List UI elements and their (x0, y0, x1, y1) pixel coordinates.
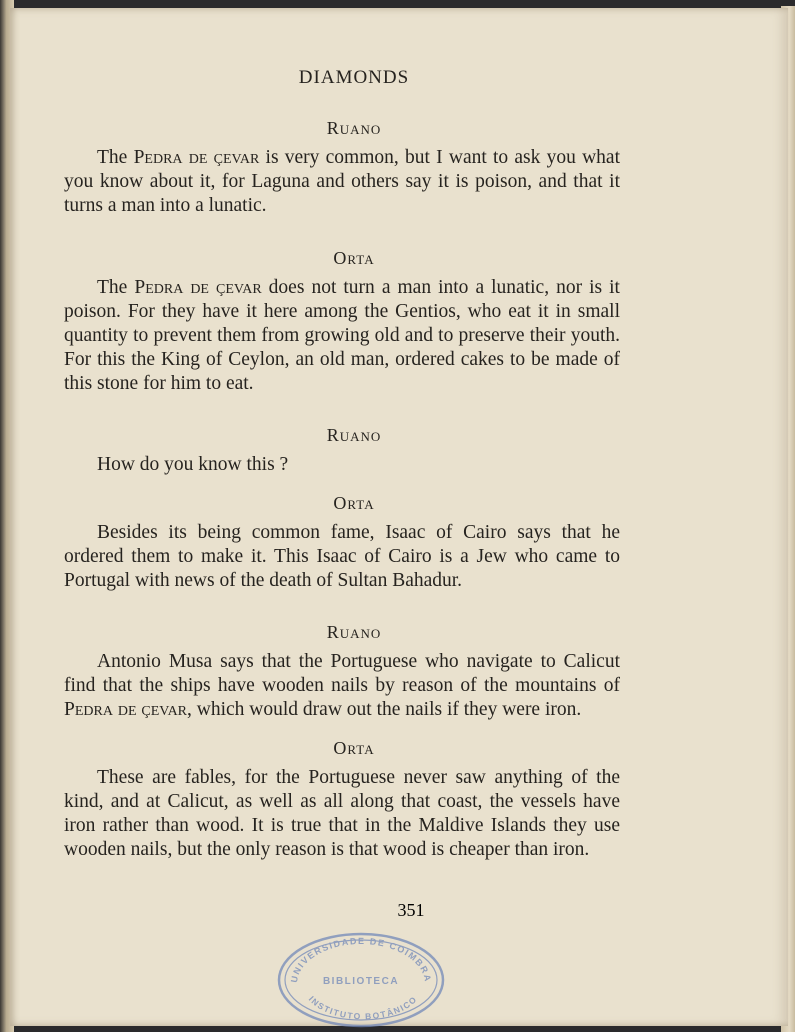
stamp-center-text: BIBLIOTECA (322, 976, 400, 987)
stamp-bottom-text: INSTITUTO BOTÂNICO (306, 993, 420, 1022)
stamp-top-text: UNIVERSIDADE DE COIMBRA (288, 935, 434, 984)
dialogue-paragraph: Besides its being common fame, Isaac of Cairo says that he ordered them to make it. This Isaac of Cairo is a Jew who came to Portugal with news of the death of Sultan Bahadur. (64, 522, 620, 591)
speaker-label: Orta (333, 493, 375, 513)
page-text (64, 66, 620, 862)
page-number: 351 (397, 900, 425, 920)
book-page (10, 8, 788, 1026)
term-pedra-de-cevar: Pedra de çevar (64, 699, 188, 720)
dialogue-paragraph: How do you know this ? (97, 454, 289, 475)
dialogue-paragraph: The Pedra de çevar is very common, but I want to ask you what you know about it, for Laguna and others say it is poison, and that it turns a man into a lunatic. (64, 147, 621, 216)
term-pedra-de-cevar: Pedra de çevar (133, 147, 260, 168)
dialogue-paragraph: These are fables, for the Portuguese never saw anything of the kind, and at Calicut, as well as all along that coast, the vessels have iron rather than wood. It is true that in the Maldive Islands they use wooden nails, but the only reason is that wood is cheaper than iron. (64, 767, 620, 860)
speaker-label: Ruano (326, 622, 382, 642)
speaker-label: Orta (333, 738, 375, 758)
dialogue-paragraph: Antonio Musa says that the Portuguese who navigate to Calicut find that the ships have wooden nails by reason of the mountains of Pedra de çevar, which would draw out the nails if they were iron. (64, 651, 620, 720)
speaker-label: Ruano (326, 425, 382, 445)
dialogue-paragraph: The Pedra de çevar does not turn a man into a lunatic, nor is it poison. For they have it here among the Gentios, who eat it in small quantity to prevent them from growing old and to preserve their youth. For this the King of Ceylon, an old man, ordered cakes to be made of this stone for him to eat. (64, 277, 620, 394)
speaker-label: Ruano (326, 118, 382, 138)
library-stamp (275, 928, 447, 1028)
term-pedra-de-cevar: Pedra de çevar (134, 277, 262, 298)
speaker-label: Orta (333, 248, 375, 268)
running-head: DIAMONDS (298, 67, 410, 88)
